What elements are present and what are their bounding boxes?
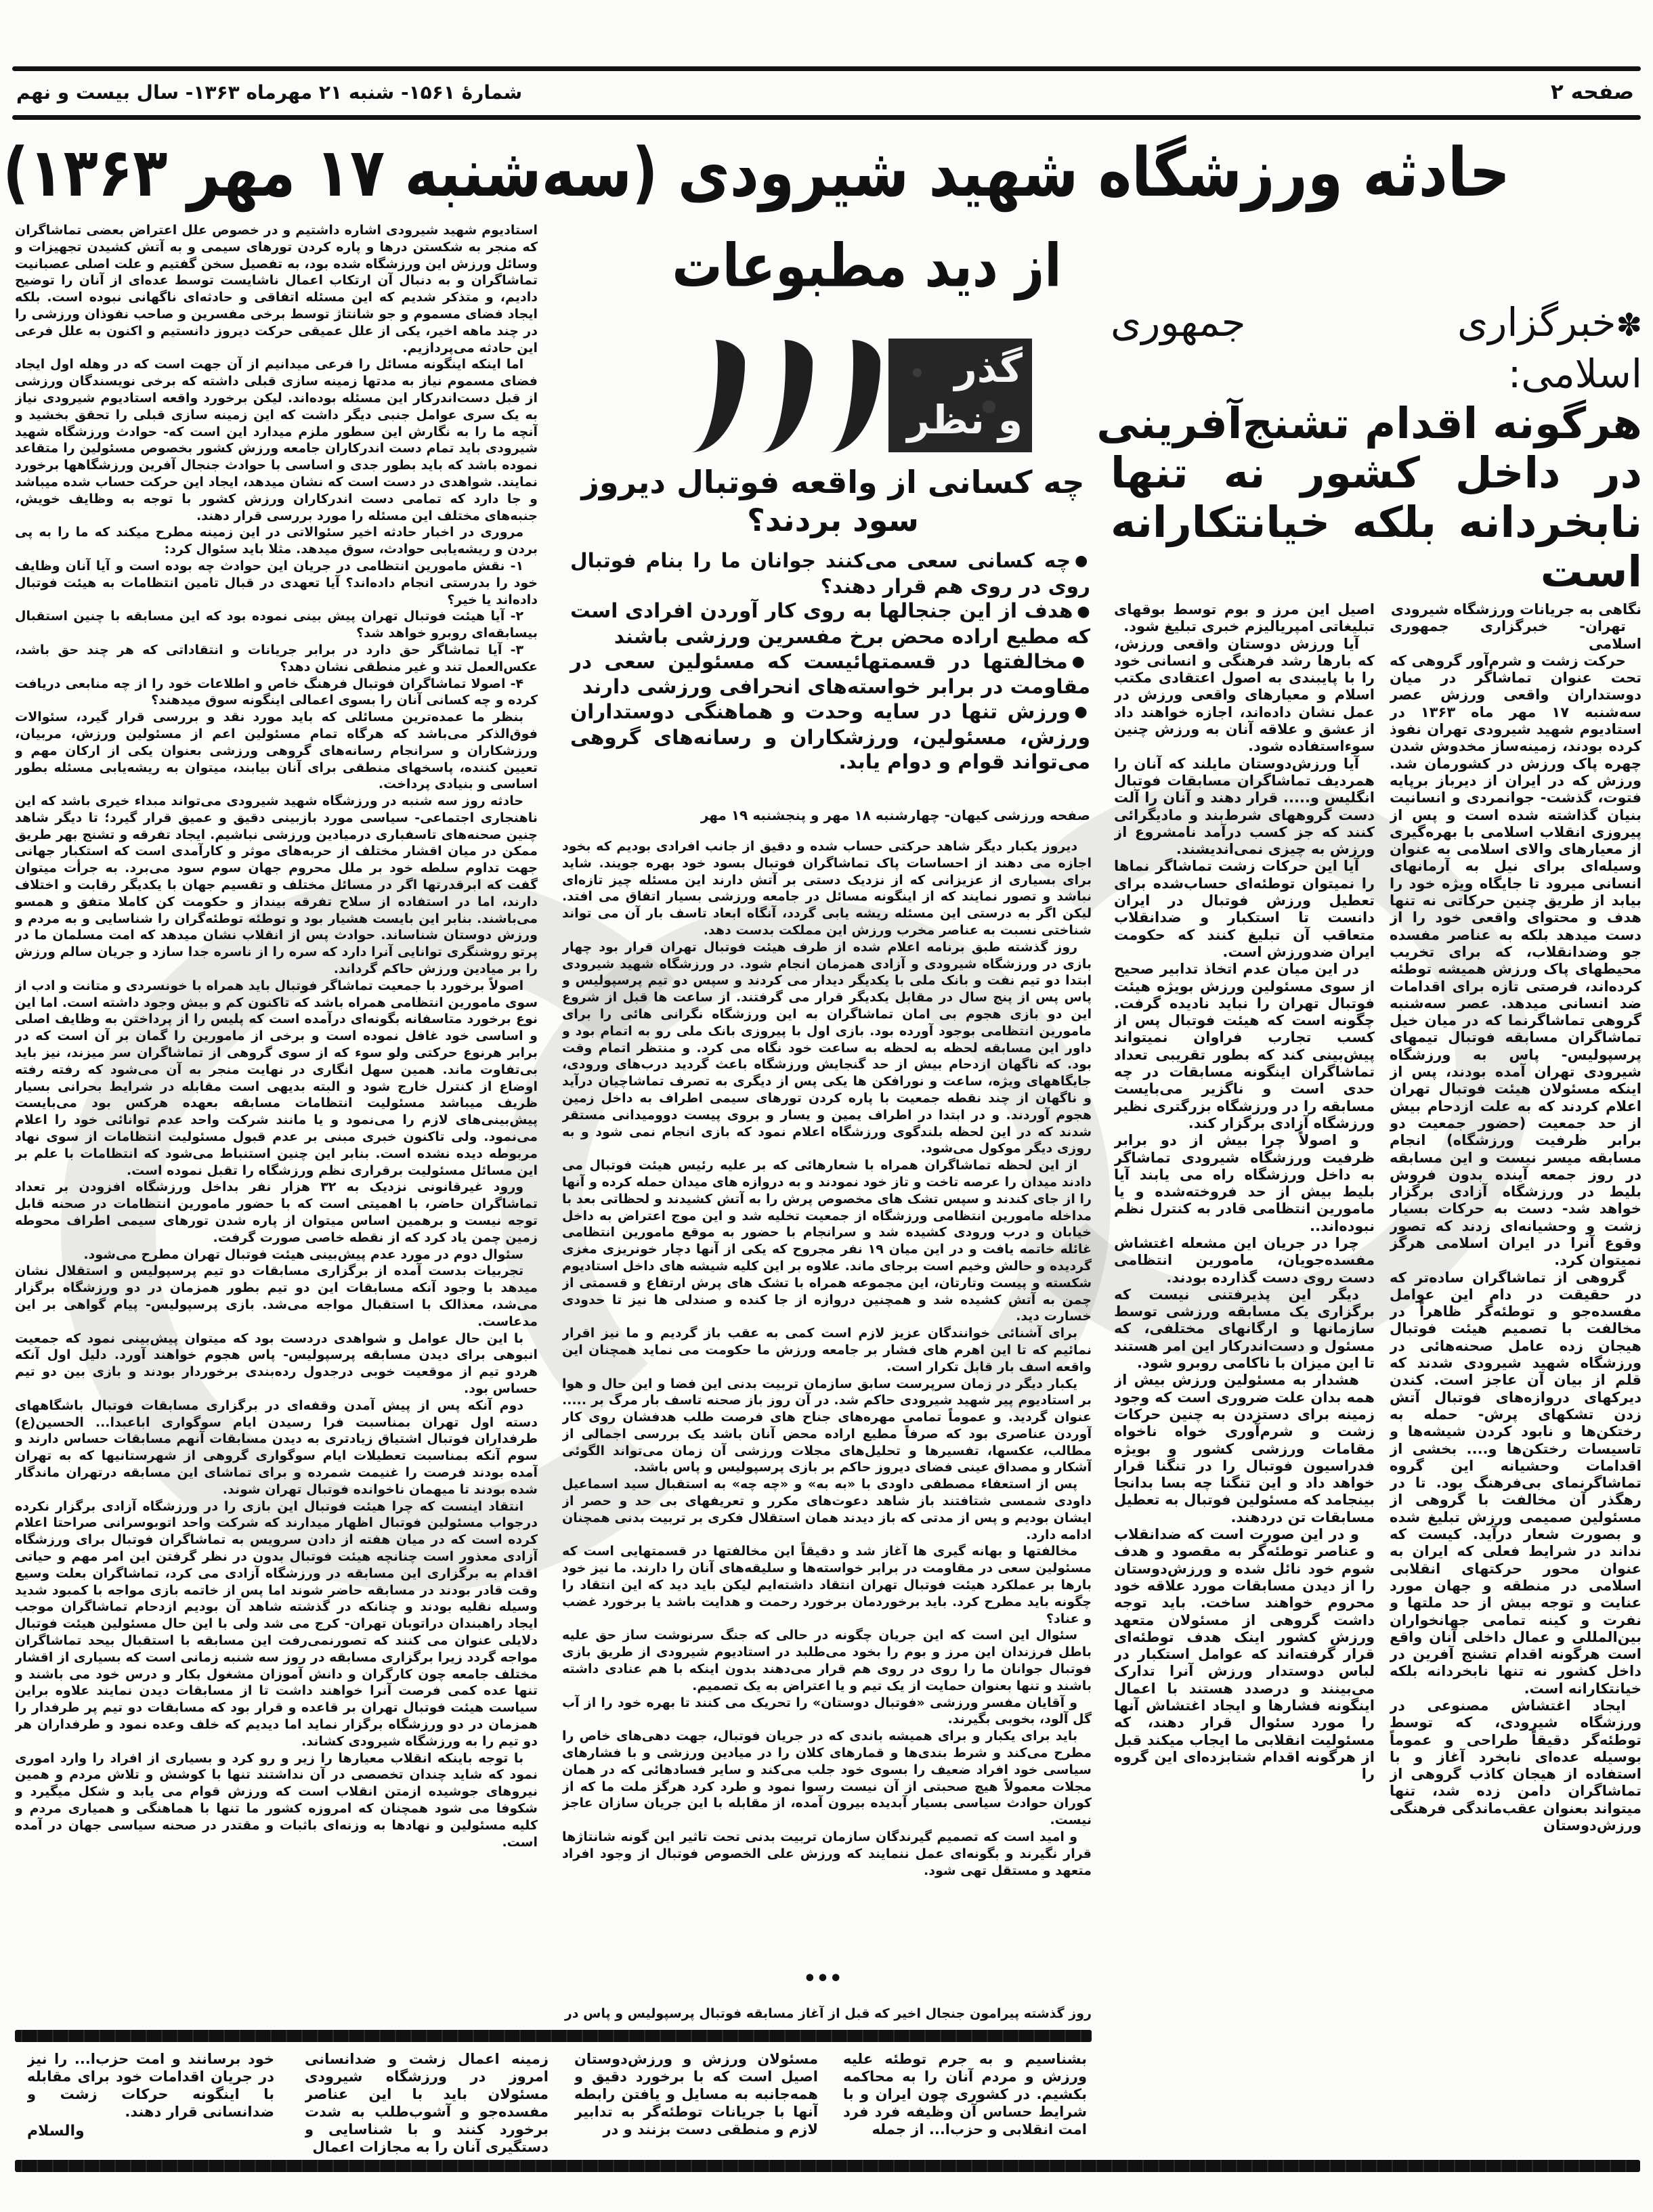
- irna-column-2: [1114, 601, 1375, 2157]
- paragraph: انتقاد اینست که چرا هیئت فوتبال این بازی را در ورزشگاه آزادی برگزار نکرده درجواب مسئولین فوتبال اظهار میدارند که شرکت واحد اتوبوسرانی صراحتا اعلام کرده است که در میان هفته از دادن سرویس به تماشاگران فوتبال برای ورزشگاه آزادی معذور است چنانچه هیئت فوتبال بدون در نظر گرفتن این امر مهم و حیاتی اقدام به برگزاری این مسابقه در ورزشگاه آزادی می کرد، تماشاگران بعلت وسیع وقت قادر بودند در مسابقه حاضر شوند اما پس از خاتمه بازی مواجه با کمبود شدید وسیله نقلیه بودند و چنانکه در گذشته شاهد آن بودیم ازدحام تماشاگران موجب ایجاد راهبندان دراتوبان تهران- کرج می شد ولی با این حال مسئولین هیئت فوتبال دلایلی عنوان می کنند که تصورنمی‌رفت این مسابقه با استقبال بیحد تماشاگران مواجه گردد زیرا برگزاری مسابقه در روز سه شنبه زمانی است که بسیاری از اقشار مختلف جامعه چون کارگران و دانش آموزان مشغول بکار و درس خود می باشند و تنها عده کمی فرصت آنرا خواهند داشت تا از مسابقات دیدن نمایند علاوه براین سیاست هیئت فوتبال تهران بر قاعده و قرار بود که مسابقات دو تیم پر طرفدار را همزمان در دو ورزشگاه برگزار نماید اما دیدیم که خلف وعده نمود و طرفداران هر دو تیم را به ورزشگاه شیرودی کشاند.: [15, 1498, 538, 1749]
- bullet-icon: ●: [1077, 603, 1090, 620]
- kicker-line: اسلامی:: [1507, 351, 1642, 397]
- bullet-item: ●مخالفتها در قسمتهائیست که مسئولین سعی در مقاومت در برابر خواسته‌های انحرافی ورزشی دارند: [570, 649, 1090, 699]
- paragraph: و اصولاً چرا بیش از دو برابر ظرفیت ورزشگاه شیرودی تماشاگر به داخل ورزشگاه راه می یابند آیا بلیط بیش از حد فروخته‌شده و یا مامورین انتظامی قادر به کنترل نظم نبوده‌اند..: [1114, 1132, 1375, 1234]
- bullet-item: ●چه کسانی سعی می‌کنند جوانان ما را بنام فوتبال روی در روی هم قرار دهند؟: [570, 549, 1090, 598]
- paragraph: با توجه باینکه انقلاب معیارها را زیر و رو کرد و بسیاری از افراد را وارد اموری نمود که شاید چندان تخصصی در آن نداشتند تنها با کوشش و تلاش مردم و همین نیروهای جوشیده ازمتن انقلاب است که ورزش قوام می یابد و شکل میگیرد و شکوفا می شود همچنان که امروزه کشور ما تنها با هماهنگی و همیاری مردم و کلیه مسئولین و نهادها به وزنه‌ای باثبات و مقتدر در صحنه سیاسی جهان در آمده است.: [15, 1750, 538, 1850]
- issue-info: شمارهٔ ۱۵۶۱- شنبه ۲۱ مهرماه ۱۳۶۳- سال بیست و نهم: [16, 81, 523, 104]
- paragraph: با این حال عوامل و شواهدی دردست بود که میتوان پیش‌بینی نمود که جمعیت انبوهی برای دیدن مسابقه پرسپولیس- پاس هجوم خواهند آورد. دلیل اول آنکه هردو تیم از موقعیت خوبی درجدول رده‌بندی برخوردار بودند و بازی بین دو تیم حساس بود.: [15, 1330, 538, 1396]
- paragraph: مخالفتها و بهانه گیری ها آغاز شد و دقیقاً این مخالفتها در قسمتهایی است که مسئولین سعی در مقاومت در برابر خواسته‌ها و سلیقه‌های آنان را دارند. ما نیز خود بارها بر عملکرد هیئت فوتبال تهران انتقاد داشته‌ایم لیکن باید دید که این انتقاد را چگونه باید مطرح کرد. باید برخوردمان برخورد رحمت و هدایت باشد یا برخورد غضب و عناد؟: [562, 1544, 1092, 1626]
- page-subtitle: از دید مطبوعات: [672, 232, 1062, 301]
- paragraph: باید برای یکبار و برای همیشه باندی که در جریان فوتبال، جهت دهی‌های خاص را مطرح می‌کند و شرط بندی‌ها و قمارهای کلان را در میادین ورزشی و با فشارهای سیاسی خود افراد ضعیف را بسوی خود جلب می‌کند و سایر فسادهائی که در همان مجلات معمولاً هیچ صحبتی از آن نیست رسوا نمود و طرد کرد هرگز ملت ما که از کوران حوادث سیاسی بسیار آبدیده بیرون آمده، از مقابله با این جریان سازان عاجز نیست.: [562, 1729, 1092, 1828]
- paragraph: دوم آنکه پس از پیش آمدن وقفه‌ای در برگزاری مسابقات فوتبال باشگاههای دسته اول تهران بمناسبت فرا رسیدن ایام سوگواری اباعبدا... الحسین(ع) طرفداران فوتبال اشتیاق زیادتری به دیدن مسابقات آنهم مسابقات حساس دارند و سوم آنکه بمناسبت تعطیلات ایام سوگواری گروهی از شهرستانیها که به تهران آمده بودند فرصت را غنیمت شمرده و برای تماشای این مسابقه درتهران ماندگار شده بودند تا میهمان ناخوانده فوتبال تهران شوند.: [15, 1397, 538, 1497]
- irna-column-1: [1390, 601, 1641, 2157]
- paragraph: برای آشنائی خوانندگان عزیز لازم است کمی به عقب باز گردیم و ما نیز اقرار نمائیم که تا این اهرم های فشار بر جامعه ورزش ما حکومت می نماید همچنان این واقعه اسف بار قابل تکرار است.: [562, 1326, 1092, 1374]
- dateline: تهران- خبرگزاری جمهوری اسلامی: [1390, 618, 1641, 652]
- middle-headline: چه کسانی از واقعه فوتبال دیروز سود بردند؟: [581, 464, 1085, 538]
- headline-line: نابخردانه بلکه خیانتکارانه: [1111, 498, 1642, 548]
- left-article-lead-line: روز گذشته پیرامون جنجال اخیر که قبل از آغاز مسابقه فوتبال پرسپولیس و پاس در: [564, 2006, 1092, 2021]
- end-mark: •••: [803, 1967, 842, 1991]
- paragraph: اصیل این مرز و بوم توسط بوقهای تبلیغاتی امپریالیزم خبری تبلیغ شود.: [1114, 601, 1375, 635]
- paragraph: از این لحظه تماشاگران همراه با شعارهائی که بر علیه رئیس هیئت فوتبال می دادند میدان را عرصه تاخت و تاز خود نمودند و به دروازه های میدان حمله کرده و آنها را از جای کندند و سپس تشک های مخصوص پرش را به آتش کشیدند و لحظاتی بعد با مداخله مامورین انتظامی ورزشگاه از جمعیت تخلیه شد و این موج اعتراض به داخل خیابان و درب ورودی کشیده شد و سرانجام با حضور به موقع مامورین انتظامی غائله خاتمه یافت و در این میان ۱۹ نفر مجروح که یکی از آنها دچار خونریزی مغزی گردیده و حالش وخیم است برجای ماند. علاوه بر این کلیه شیشه های داخل استادیوم شکسته و پیست وتارتان، این مجموعه همراه با تشک های پرش ارتفاع و قسمتی از چمن به آتش کشیده شد و همچنین دروازه از جا کنده و صندلی ها نیز تا حدودی خسارت دید.: [562, 1158, 1092, 1324]
- paragraph: سئوال دوم در مورد عدم پیش‌بینی هیئت فوتبال تهران مطرح می‌شود.: [83, 1246, 524, 1262]
- paragraph: حادثه روز سه شنبه در ورزشگاه شهید شیرودی می‌تواند مبداء خیری باشد که این ناهنجاری اجتماعی- سیاسی مورد بازبینی دقیق و عمیق قرار گیرد؛ تا دیگر شاهد چنین صحنه‌های تاسفباری درمیادین ورزشی نباشیم. ایجاد تفرقه و تشنج بهر طریق ممکن در میان اقشار مختلف از حربه‌های موثر و کارآمدی است که استکبار جهانی جهت تداوم سلطه خود بر ملل محروم جهان سوم سود می‌برد. به جرأت میتوان گفت که ابرقدرتها اگر در مسائل مختلف و تقسیم جهان با یکدیگر رقابت و اختلاف دارند، اما در استفاده از سلاح تفرقه بینداز و حکومت کن کاملا متفق و همسو می‌باشند. بنابر این بایست هشیار بود و توطئه توطئه‌گران را شناسایی و به مردم و ورزش دوستان شناساند. حوادث پس از انقلاب نشان میدهد که امت مسلمان ما در پرتو روشنگری توانایی آنرا دارد که سره را از ناسره جدا سازد و جریان سالم ورزش را بر میادین ورزش حاکم گرداند.: [15, 794, 538, 977]
- question-item: ۱- نقش مامورین انتظامی در جریان این حوادث چه بوده است و آیا آنان وظایف خود را بدرستی انجام داده‌اند؟ آیا تعهدی در قبال تامین انتظامات به هیئت فوتبال داده‌اند یا خیر؟: [15, 558, 538, 607]
- kicker-line: ✽خبرگزاری جمهوری: [1111, 299, 1642, 345]
- paragraph: ایجاد اغتشاش مصنوعی در ورزشگاه شیرودی، که توسط توطئه‌گر دقیقاً طراحی و عموماً بوسیله عده‌ای نابخرد آغاز و با استفاده از هیجان کاذب گروهی از تماشاگران دامن زده شد، تنها میتواند بعنوان عقب‌ماندگی فرهنگی ورزش‌دوستان: [1390, 1697, 1641, 1834]
- paragraph: چرا در جریان این مشعله اغتشاش مفسده‌جویان، مامورین انتظامی دست روی دست گذارده بودند.: [1114, 1234, 1375, 1286]
- paragraph: پس از استعفاء مصطفی داودی با «به به» و «چه چه» به استقبال سید اسماعیل داودی شمسی شتافتند باز شاهد دعوت‌های مکرر و تعریفهای بی حد و حصر از ایشان بودیم و پس از مدتی که باز دیدند همان استقلال فکری بر تربیت بدنی همچنان ادامه دارد.: [562, 1477, 1092, 1542]
- paragraph: ورود غیرقانونی نزدیک به ۳۲ هزار نفر بداخل ورزشگاه افزودن بر تعداد تماشاگران حاضر، با اهمیتی است که با حضور مامورین انتظامات در صحنه قابل توجه نیست و برهمین اساس میتوان از پاره شدن تورهای سیمی اطراف محوطه زمین چمن یاد کرد که از نقطه خاصی صورت گرفت.: [15, 1179, 538, 1245]
- headline-line: هرگونه اقدام تشنج‌آفرینی: [1096, 399, 1642, 449]
- question-item: ۲- آیا هیئت فوتبال تهران پیش بینی نموده بود که این مسابقه با چنین استقبال بیسابقه‌ای روبرو خواهد شد؟: [15, 609, 538, 641]
- source-line: صفحه ورزشی کیهان- چهارشنبه ۱۸ مهر و پنجشنبه ۱۹ مهر: [700, 807, 1090, 823]
- paragraph: گروهی از تماشاگران ساده‌تر که در حقیقت در دام این عوامل مفسده‌جو و توطئه‌گر ظاهراً در مخالفت با تصمیم هیئت فوتبال هیجان زده عامل صحنه‌هائی در ورزشگاه شهید شیرودی شدند که قلم از بیان آن عاجز است. کندن دیرکهای دروازه‌های فوتبال آتش زدن تشکهای پرش- حمله به رختکن‌ها و نابود کردن شیشه‌ها و تاسیسات رختکن‌ها و.... بخشی از اقدامات وحشیانه این گروه تماشاگرنمای بی‌فرهنگ بود. تا در رهگذر آن مخالفت با گروهی از مسئولین صمیمی ورزش تبلیغ شده و بصورت شعار درآید. کیست که نداند در شرایط فعلی که ایران به عنوان محور حرکتهای انقلابی اسلامی در منطقه و جهان مورد عنایت و توجه بیش از حد ملتها و نفرت و کینه تمامی جهانخواران بین‌المللی و عمال داخلی آنان واقع است هرگونه اقدام تشنج آفرین در داخل کشور نه تنها نابخردانه بلکه خیانتکارانه است.: [1390, 1269, 1641, 1697]
- question-item: ۳- آیا تماشاگر حق دارد در برابر جریانات و انتقاداتی که هر چند حق باشد، عکس‌العمل تند و غیر منطقی نشان دهد؟: [15, 642, 538, 674]
- middle-article-body: [562, 838, 1092, 1969]
- paragraph: اما اینکه اینگونه مسائل را فرعی میدانیم از آن جهت است که در وهله اول ایجاد فضای مسموم نیاز به مدتها زمینه سازی قبلی داشته که برخی نویسندگان ورزشی از قبل دست‌اندرکار این مسئله بوده‌اند. لیکن برخورد واقعه استادیوم شیرودی نیاز به یک سری عوامل جنبی دیگر داشت که این زمینه سازی قبلی را تحقق بخشید و آنچه ما را به نگارش این سطور ملزم میدارد این است که- حوادث ورزشگاه شهید شیرودی باید تمام دست اندرکاران جامعه ورزش کشور بخصوص مسئولین را متقاعد نموده باشد که باید بطور جدی و اساسی با حوادث جنجال آفرین ورزشگاهها برخورد نمایند. شواهدی در دست است که نشان میدهد، ایجاد این حرکت حساب شده میباشد و جا دارد که تمامی دست اندرکاران ورزش کشور با توجه به وظایف خویش، جنبه‌های مختلف این مسئله را مورد بررسی قرار دهند.: [15, 357, 538, 523]
- paragraph: اصولاً برخورد با جمعیت تماشاگر فوتبال باید همراه با خونسردی و متانت و ادب از سوی مامورین انتظامی همراه باشد که تاکنون کم و بیش وجود داشته است. اما این نوع برخورد متاسفانه بگونه‌ای درآمده است که پلیس را از پرداختن به وظایف اصلی و اساسی خود غافل نموده است و برخی از مامورین را گمان بر آن است که در برابر هرنوع حرکتی ولو سوء که از سوی گروهی از تماشاگران سر میزند، نیز باید بی‌تفاوت ماند. همین سهل انگاری در نهایت منجر به آن می‌شود که رفته رفته اوضاع از کنترل خارج شود و البته بدیهی است مقابله در شرایط بحرانی بسیار ظریف میباشد مسئولیت انتظامات مسابقه بعهده هرکس بود می‌بایست پیش‌بینی‌های لازم را می‌نمود و یا مانند شرکت واحد عدم توانائی خود را اعلام می‌نمود. ولی تاکنون خبری مبنی بر عدم قبول مسئولیت انتظامات از سوی نهاد مربوطه دیده نشده است. بنابر این چنین استنباط می‌شود که انتظامات با علم بر این مسائل مسئولیت برقراری نظم ورزشگاه را تقبل نموده است.: [15, 978, 538, 1178]
- headline-line: در داخل کشور نه تنها: [1111, 448, 1642, 498]
- paragraph: یکبار دیگر در زمان سرپرست سابق سازمان تربیت بدنی این فضا و این حال و هوا بر استادیوم پیر شهید شیرودی حاکم شد. در آن روز باز صحنه تاسف بار مرگ بر ..... عنوان گردید. و عموماً تمامی مهره‌های جناح های فرصت طلب هدفشان روی کار آوردن عناصری بود که صرفاً مطیع اراده محض آنان باشد یک بررسی اجمالی از مطالب، عکسها، تفسیرها و تحلیل‌های مجلات ورزشی آن زمان می‌تواند الگوئی آشکار و مصداق عینی فضای دیروز حاکم بر بازی پرسپولیس و پاس باشد.: [562, 1376, 1092, 1475]
- question-item: ۴- اصولا تماشاگران فوتبال فرهنگ خاص و اطلاعات خود را از چه منابعی دریافت کرده و چه کسانی آنان را بسوی اعمالی اینگونه سوق میدهند؟: [15, 676, 538, 708]
- masthead-rule-top: [12, 66, 1641, 71]
- paragraph: آیا این حرکات زشت تماشاگر نماها را نمیتوان توطئه‌ای حساب‌شده برای تعطیل ورزش فوتبال در ایران دانست تا استکبار و ضدانقلاب متعاقب آن تبلیغ کنند که حکومت ایران ضدورزش است.: [1114, 858, 1375, 960]
- page-title: حادثه ورزشگاه شهید شیرودی (سه‌شنبه ۱۷ مهر ۱۳۶۳): [2, 133, 1510, 212]
- masthead-rule-bottom: [12, 115, 1641, 120]
- logo-line-1: گذر: [954, 345, 1023, 391]
- continuation-column: مسئولان ورزش و ورزش‌دوستان اصیل است که با برخورد دقیق و همه‌جانبه به مسایل و یافتن رابطه آنها با جریانات توطئه‌گر به تدابیر لازم و منطقی دست بزنند و در: [574, 2051, 818, 2138]
- bullet-icon: ●: [1074, 703, 1090, 720]
- irna-headline-block: [1096, 298, 1642, 597]
- paragraph: و آقایان مفسر ورزشی «فوتبال دوستان» را تحریک می کنند تا بهره خود را از آب گل آلود، بخوبی بگیرند.: [562, 1695, 1092, 1727]
- paragraph: مروری در اخبار حادثه اخیر سئوالاتی در این زمینه مطرح میکند که ما را به پی بردن و ریشه‌یابی حوادث، سوق میدهد. مثلا باید سئوال کرد:: [15, 525, 538, 557]
- paragraph: هشدار به مسئولین ورزش بیش از همه بدان علت ضروری است که وجود زمینه برای دستزدن به چنین حرکات زشت و شرم‌آوری خواه ناخواه مقامات ورزشی کشور و بویژه فدراسیون فوتبال را در تنگنا قرار خواهد داد و این تنگنا چه بسا بدانجا بینجامد که مسئولین فوتبال به تعطیل مسابقات تن دردهند.: [1114, 1372, 1375, 1525]
- continuation-column: زمینه اعمال زشت و ضدانسانی امروز در ورزشگاه شیرودی مسئولان باید با این عناصر مفسده‌جو و آشوب‌طلب به شدت برخورد کنند و با شناسایی و دستگیری آنان را به مجازات اعمال: [305, 2051, 549, 2155]
- paragraph: در این میان عدم اتخاذ تدابیر صحیح از سوی مسئولین ورزش بویژه هیئت فوتبال تهران را نباید نادیده گرفت. چگونه است که هیئت فوتبال پس از کسب تجارب فراوان نمیتواند پیش‌بینی کند که بطور تقریبی تعداد تماشاگران اینگونه مسابقات در چه حدی است و ناگزیر می‌بایست مسابقه را در ورزشگاه بزرگتری نظیر ورزشگاه آزادی برگزار کند.: [1114, 961, 1375, 1131]
- headline-line: است: [1540, 547, 1642, 597]
- paragraph: استادیوم شهید شیرودی اشاره داشتیم و در خصوص علل اعتراض بعضی تماشاگران که منجر به شکستن درها و پاره کردن تورهای سیمی و به آتش کشیدن تجهیزات و وسائل ورزش این ورزشگاه شده بود، به تفصیل سخن گفتیم و علت اصلی عصبانیت تماشاگران و به دنبال آن ارتکاب اعمال ناشایست توسط عده‌ای از آنان را توضیح دادیم، و متذکر شدیم که این مسئله اتفاقی و حادثه‌ای ناگهانی نبوده است. بلکه ایجاد فضای مسموم و جو شانتاژ توسط برخی مفسرین و صاحب نفوذان ورزشی را در چند ماهه اخیر، یکی از علل عمیقی حرکت دیروز دانستیم و اکنون به علل فرعی این حادثه می‌پردازیم.: [15, 223, 538, 355]
- paragraph: دیگر این پذیرفتنی نیست که برگزاری یک مسابقه ورزشی توسط سازمانها و ارگانهای مختلفی، که مسئول و دست‌اندرکار این امر هستند تا این میزان با ناکامی روبرو شود.: [1114, 1286, 1375, 1372]
- continuation-column-last: [27, 2050, 274, 2159]
- page-bottom-bar: [15, 2160, 1640, 2172]
- continuation-text: خود برسانند و امت حزب‌ا... را نیز در جریان اقدامات خود برای مقابله با اینگونه حرکات زشت و ضدانسانی قرار دهند.: [27, 2051, 274, 2120]
- continuation-column: بشناسیم و به جرم توطئه علیه ورزش و مردم آنان را به محاکمه بکشیم. در کشوری چون ایران و با شرایط حساس آن وظیفه فرد فرد امت انقلابی و حزب‌ا... از جمله: [843, 2051, 1087, 2138]
- paragraph: بنظر ما عمده‌ترین مسائلی که باید مورد نقد و بررسی قرار گیرد، سئوالات فوق‌الذکر می‌باشد که هرگاه تمام مسئولین اعم از مسئولین ورزش، مربیان، ورزشکاران و سرانجام رسانه‌های گروهی ورزشی بعنوان یکی از ارکان مهم و تعیین کننده، پاسخهای منطقی برای آنان بیابند، میتوان به ریشه‌یابی مسئله بطور اساسی و بنیادی پرداخت.: [15, 710, 538, 792]
- logo-stripe: [816, 340, 880, 452]
- box-top-bar: [15, 2030, 1092, 2042]
- paragraph: و امید است که تصمیم گیرندگان سازمان تربیت بدنی تحت تاثیر این گونه شانتاژها قرار نگیرند و بگونه‌ای عمل ننمایند که ورزش علی الخصوص فوتبال از وجود افراد متعهد و مستقل تهی شود.: [562, 1829, 1092, 1878]
- paragraph: آیا ورزش دوستان واقعی ورزش، که بارها رشد فرهنگی و انسانی خود را با پایبندی به اصول اعتقادی مکتب اسلام و معیارهای واقعی ورزش در عمل نشان داده‌اند، اجازه خواهند داد از عشق و علاقه آنان به ورزش چنین سوءاستفاده شود.: [1114, 635, 1375, 755]
- logo-stripe: [677, 340, 745, 452]
- left-article-column: [15, 222, 538, 2031]
- bullet-item: ●ورزش تنها در سایه وحدت و هماهنگی دوستداران ورزش، مسئولین، ورزشکاران و رسانه‌های گروهی می‌تواند قوام و دوام یابد.: [570, 699, 1090, 773]
- paragraph: حرکت زشت و شرم‌آور گروهی که تحت عنوان تماشاگر در میان دوستداران واقعی ورزش عصر سه‌شنبه ۱۷ مهر ماه ۱۳۶۳ در استادیوم شهید شیرودی تهران نفوذ کرده بودند، زمینه‌ساز مخدوش شدن چهره پاک ورزش در کشورمان شد. ورزش که در ایران از دیرباز برپایه فتوت، گذشت- جوانمردی و انسانیت بنیان گذاشته شده است و پس از پیروزی انقلاب اسلامی با بهره‌گیری از معیارهای والای اسلامی به عنوان وسیله‌ای برای نیل به آرمانهای انسانی میرود تا جایگاه ویژه خود را بیابد از طریق چنین حرکاتی نه تنها هدف و محتوای واقعی خود را از دست میدهد بلکه به عناصر مفسده جو وضدانقلاب، که برای تخریب محیطهای پاک ورزش همیشه توطئه کرده‌اند، فرصتی تازه برای اقدامات ضد انسانی میدهد. عصر سه‌شنبه گروهی تماشاگرنما که در میان خیل تماشاگران مسابقه فوتبال تیمهای پرسپولیس- پاس به ورزشگاه شیرودی تهران آمده بودند، پس از اینکه مسئولان هیئت فوتبال تهران اعلام کردند که به علت ازدحام بیش از حد جمعیت (حضور جمعیت دو برابر ظرفیت ورزشگاه) انجام مسابقه میسر نیست و این مسابقه در روز جمعه آینده بدون فروش بلیط در ورزشگاه آزادی برگزار خواهد شد- دست به حرکات بسیار زشت و وحشیانه‌ای زدند که تصور وقوع آنرا در ایران اسلامی هرگز نمیتوان کرد.: [1390, 652, 1641, 1269]
- bullet-item: ●هدف از این جنجالها به روی کار آوردن افرادی است که مطیع اراده محض برخ مفسرین ورزشی باشند: [570, 599, 1090, 648]
- page-number: صفحه ۲: [1550, 80, 1634, 104]
- bullet-list: [570, 548, 1090, 775]
- paragraph: سئوال این است که این جریان چگونه در حالی که جنگ سرنوشت ساز حق علیه باطل فرزندان این مرز و بوم را بخود می‌طلبد در استادیوم شیرودی از طریق بازی فوتبال جوانان ما را روی در روی هم قرار می‌دهند بدون اینکه با هم عنادی داشته باشند و تنها بعنوان حمایت از یک تیم و یا اعتراض به یک تصمیم.: [562, 1628, 1092, 1693]
- article-subhead: نگاهی به جریانات ورزشگاه شیرودی: [1390, 601, 1641, 617]
- bullet-icon: ●: [1075, 552, 1090, 570]
- asterisk-icon: ✽: [1616, 306, 1642, 343]
- paragraph: دیروز یکبار دیگر شاهد حرکتی حساب شده و دقیق از جانب افرادی بودیم که بخود اجازه می دهند از احساسات پاک تماشاگران فوتبال بسود خود بهره جویند. شاید برای بسیاری از عزیزانی که از نزدیک دستی بر آتش دارند این مسئله چیز تازه‌ای نباشد و تصور نمایند که از اینگونه مسائل در جامعه ورزشی بسیار اتفاق می افتد. لیکن اگر به درستی این مسئله ریشه یابی گردد، آنگاه ابعاد تاسف بار آن می تواند شناختی نسبت به عناصر مخرب ورزش این مملکت بدست دهد.: [562, 839, 1092, 938]
- logo-line-2: و نظر: [907, 397, 1023, 443]
- signoff: والسلام: [27, 2123, 85, 2140]
- bullet-icon: ●: [1071, 653, 1090, 670]
- gozar-va-nazar-logo: [888, 339, 1032, 452]
- paragraph: و در این صورت است که ضدانقلاب و عناصر توطئه‌گر به مقصود و هدف شوم خود نائل شده و ورزش‌دوستان را از دیدن مسابقات مورد علاقه خود محروم خواهند ساخت. باید توجه داشت گروهی از مسئولان متعهد ورزش کشور اینک هدف توطئه‌ای قرار گرفته‌اند که عوامل استکبار در لباس دوستدار ورزش آنرا تدارک می‌بینند و درصدد هستند با اعمال اینگونه فشارها و ایجاد اغتشاش آنها را مورد سئوال قرار دهند، که مسئولیت انقلابی ما ایجاب میکند قبل از هرگونه اقدام شتابزده‌ای این گروه را: [1114, 1526, 1375, 1783]
- logo-stripe: [748, 340, 813, 452]
- paragraph: تجربیات بدست آمده از برگزاری مسابقات دو تیم پرسپولیس و استقلال نشان میدهد با وجود آنکه مسابقات این دو تیم بطور همزمان در دو ورزشگاه برگزار می‌شد، معذالک با استقبال مواجه می‌شد. بازی پرسپولیس- پیام گواهی بر این مدعاست.: [15, 1263, 538, 1329]
- paragraph: روز گذشته طبق برنامه اعلام شده از طرف هیئت فوتبال تهران قرار بود چهار بازی در ورزشگاه شیرودی و آزادی همزمان انجام شود. در ورزشگاه شهید شیرودی ابتدا دو تیم نفت و بانک ملی با یکدیگر دیدار می کردند و سپس دو تیم پرسپولیس و پاس پس از پنج سال در مقابل یکدیگر قرار می گرفتند. از ساعت ها قبل از شروع این دو بازی هجوم بی امان تماشاگران به این ورزشگاه نگرانی هائی را برای مامورین انتظامی بوجود آورده بود. بازی اول با پیروزی بانک ملی رو به اتمام بود و داور این مسابقه لحظه به لحظه به ساعت خود نگاه می کرد. و منتظر اتمام وقت بود. که ناگهان ازدحام بیش از حد گنجایش ورزشگاه باعث گردید درب‌های ورودی، جایگاههای ویژه، ساعت و نورافکن ها یکی پس از دیگری به تصرف تماشاچیان درآید و ناگهان از چند نقطه جمعیت با پاره کردن تورهای سیمی اطراف به داخل زمین هجوم آوردند. و در ابتدا در اطراف یمین و یسار و بروی پیست دوومیدانی مستقر شدند که در این لحظه بلندگوی ورزشگاه اعلام نمود که بازی انجام نمی شود و به روزی دیگر موکول می‌شود.: [562, 939, 1092, 1156]
- paragraph: آیا ورزش‌دوستان مایلند که آنان را همردیف تماشاگران مسابقات فوتبال انگلیس و..... قرار دهند و آنان را آلت دست گروههای شرط‌بند و مادیگرائی کنند که جز کسب درآمد نامشروع از ورزش به چیزی نمی‌اندیشند.: [1114, 755, 1375, 858]
